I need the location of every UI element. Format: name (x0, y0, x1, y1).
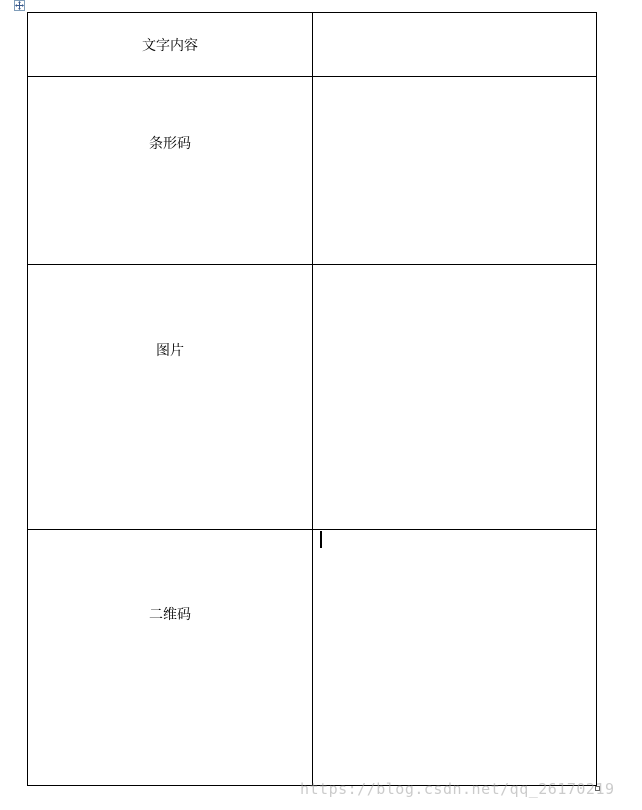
table-cell-label[interactable] (28, 77, 313, 265)
table-resize-handle-icon[interactable] (595, 786, 600, 791)
table-row (28, 265, 597, 530)
table-cell-content-active[interactable] (313, 530, 597, 786)
table-cell-content[interactable] (313, 13, 597, 77)
table-cell-label[interactable] (28, 265, 313, 530)
cell-label-text: 图片 (156, 343, 184, 359)
watermark-url: https://blog.csdn.net/qq_26170219 (300, 780, 615, 798)
table-cell-content[interactable] (313, 265, 597, 530)
table-cell-content[interactable] (313, 77, 597, 265)
table-move-handle-icon[interactable] (14, 0, 25, 11)
text-cursor (320, 531, 322, 548)
table-row (28, 77, 597, 265)
table-cell-label[interactable] (28, 530, 313, 786)
table-row (28, 530, 597, 786)
cell-label-text: 二维码 (149, 607, 191, 623)
document-table (27, 12, 597, 786)
cell-label-text: 文字内容 (142, 38, 198, 54)
table-cell-label[interactable] (28, 13, 313, 77)
cell-label-text: 条形码 (149, 136, 191, 152)
table-row (28, 13, 597, 77)
